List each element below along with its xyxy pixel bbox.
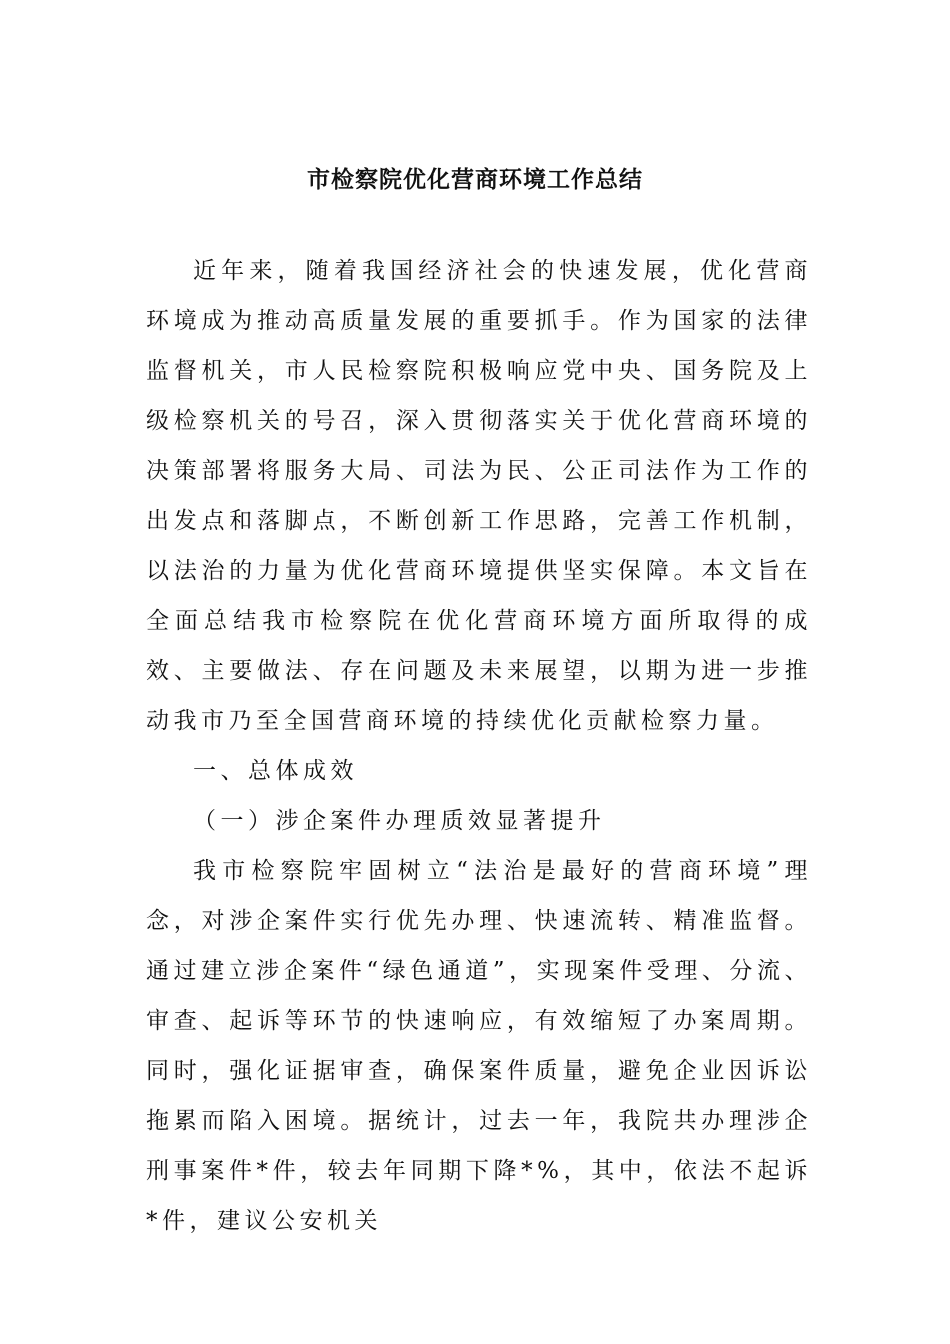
intro-paragraph: 近年来，随着我国经济社会的快速发展，优化营商环境成为推动高质量发展的重要抓手。作为国家的法律监督机关，市人民检察院积极响应党中央、国务院及上级检察机关的号召，深入贯彻落实关于优化营商环境的决策部署将服务大局、司法为民、公正司法作为工作的出发点和落脚点，不断创新工作思路，完善工作机制，以法治的力量为优化营商环境提供坚实保障。本文旨在全面总结我市检察院在优化营商环境方面所取得的成效、主要做法、存在问题及未来展望，以期为进一步推动我市乃至全国营商环境的持续优化贡献检察力量。	[146, 258, 812, 734]
section-heading-overall-results: 一、总体成效	[193, 758, 358, 784]
subsection-heading-case-quality: （一）涉企案件办理质效显著提升	[193, 808, 606, 834]
subsection-paragraph-case-quality: 我市检察院牢固树立“法治是最好的营商环境”理念，对涉企案件实行优先办理、快速流转、精准监督。通过建立涉企案件“绿色通道”，实现案件受理、分流、审查、起诉等环节的快速响应，有效缩短了办案周期。同时，强化证据审查，确保案件质量，避免企业因诉讼拖累而陷入困境。据统计，过去一年，我院共办理涉企刑事案件*件，较去年同期下降*%，其中，依法不起诉*件，建议公安机关	[146, 858, 812, 1234]
document-title: 市检察院优化营商环境工作总结	[307, 166, 643, 193]
